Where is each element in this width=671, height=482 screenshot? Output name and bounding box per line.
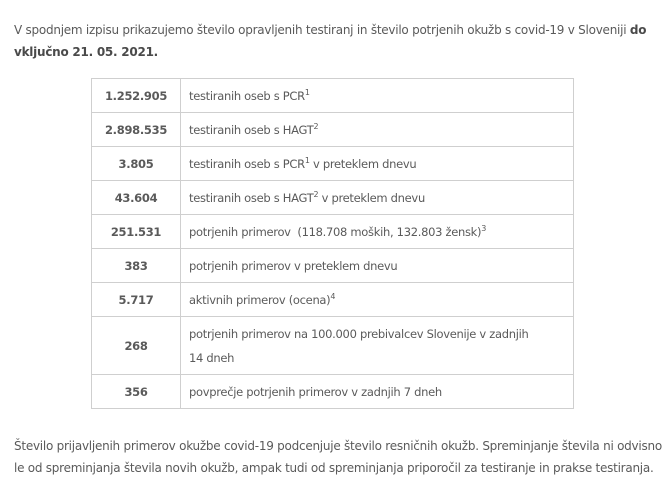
table-row (92, 147, 574, 181)
stat-label (181, 147, 574, 181)
footnote-marker: 1 (304, 155, 310, 165)
intro-paragraph (14, 19, 669, 63)
footnote-marker: 2 (313, 121, 319, 131)
table-row (92, 215, 574, 249)
stat-value: 5.717 (92, 283, 181, 317)
stat-value: 251.531 (92, 215, 181, 249)
stat-label (181, 79, 574, 113)
intro-text: V spodnjem izpisu prikazujemo število opravljenih testiranj in število potrjenih okužb s covid-19 v Sloveniji (14, 23, 630, 37)
footnote-marker: 3 (481, 223, 487, 233)
footnote-marker: 4 (330, 291, 336, 301)
stat-label (181, 283, 574, 317)
stat-label-text: povprečje potrjenih primerov v zadnjih 7 dneh (189, 384, 442, 399)
stat-label-suffix: v preteklem dnevu (318, 190, 425, 205)
table-row (92, 375, 574, 409)
stat-label-text: testiranih oseb s PCR (189, 156, 305, 171)
statistics-table (91, 78, 574, 409)
stat-label (181, 181, 574, 215)
stat-label-text: potrjenih primerov v preteklem dnevu (189, 258, 398, 273)
stat-label-text: testiranih oseb s PCR (189, 88, 305, 103)
stat-value: 356 (92, 375, 181, 409)
table-row (92, 113, 574, 147)
intro-date: do vključno 21. 05. 2021. (14, 23, 647, 59)
stat-value: 3.805 (92, 147, 181, 181)
stat-label (181, 317, 574, 375)
stat-label-text: aktivnih primerov (ocena) (189, 292, 331, 307)
stat-label-text: potrjenih primerov (118.708 moških, 132.803 žensk) (189, 224, 482, 239)
stat-label-text: testiranih oseb s HAGT (189, 122, 314, 137)
footer-paragraph: Število prijavljenih primerov okužbe covid-19 podcenjuje število resničnih okužb. Spreminjanje števila ni odvisno le od spreminjanja števila novih okužb, ampak tudi od spreminjanja priporočil za testiranje in prakse testiranja. (14, 439, 662, 475)
table-row (92, 181, 574, 215)
stat-value: 2.898.535 (92, 113, 181, 147)
stat-value: 43.604 (92, 181, 181, 215)
stat-label (181, 215, 574, 249)
stat-value: 1.252.905 (92, 79, 181, 113)
footnote-marker: 1 (304, 87, 310, 97)
stat-label-suffix: v preteklem dnevu (309, 156, 417, 171)
footnote-marker: 2 (313, 189, 319, 199)
stat-value: 268 (92, 317, 181, 375)
stat-label (181, 375, 574, 409)
stat-label-text: potrjenih primerov na 100.000 prebivalcev Slovenije v zadnjih 14 dneh (189, 326, 529, 365)
table-row (92, 249, 574, 283)
stat-label (181, 249, 574, 283)
table-row (92, 283, 574, 317)
table-row (92, 317, 574, 375)
table-row (92, 79, 574, 113)
stat-label-text: testiranih oseb s HAGT (189, 190, 314, 205)
stat-label (181, 113, 574, 147)
stat-value: 383 (92, 249, 181, 283)
